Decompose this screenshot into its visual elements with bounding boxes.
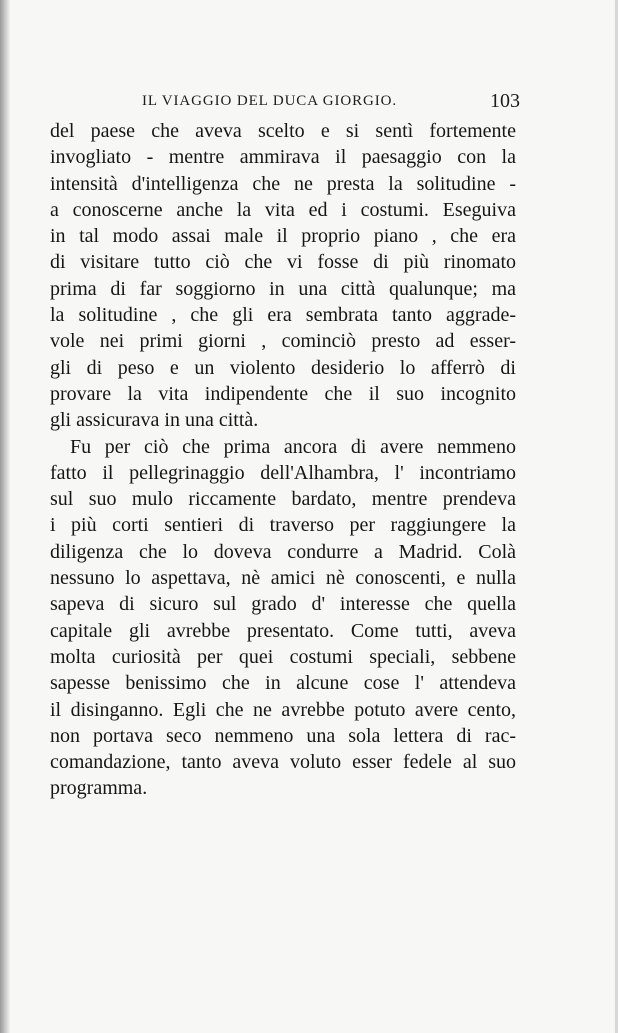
text-line: in tal modo assai male il proprio piano , che era — [50, 225, 516, 248]
text-line: il disinganno. Egli che ne avrebbe potuto avere cento, — [50, 698, 516, 721]
text-line: molta curiosità per quei costumi speciali, sebbene — [50, 645, 516, 668]
text-line: gli di peso e un violento desiderio lo afferrò di — [50, 356, 516, 379]
paragraph-end-line: gli assicurava in una città. — [50, 409, 259, 432]
text-line: non portava seco nemmeno una sola lettera di rac- — [50, 724, 516, 747]
text-line: invogliato - mentre ammirava il paesaggio con la — [50, 146, 516, 169]
text-line: prima di far soggiorno in una città qualunque; ma — [50, 277, 516, 300]
body-text — [50, 118, 516, 802]
page-gutter-shadow — [0, 0, 10, 1033]
text-line: comandazione, tanto aveva voluto esser fedele al suo — [50, 751, 516, 774]
text-line: vole nei primi giorni , cominciò presto ad esser- — [50, 330, 516, 353]
page-header — [50, 86, 520, 116]
text-line: la solitudine , che gli era sembrata tanto aggrade- — [50, 304, 516, 327]
text-line: fatto il pellegrinaggio dell'Alhambra, l' incontriamo — [50, 461, 516, 484]
text-line: sapesse benissimo che in alcune cose l' attendeva — [50, 672, 516, 695]
text-line: i più corti sentieri di traverso per raggiungere la — [50, 514, 516, 537]
text-line: di visitare tutto ciò che vi fosse di più rinomato — [50, 251, 516, 274]
text-line: sul suo mulo riccamente bardato, mentre prendeva — [50, 488, 516, 511]
paragraph-start-line: Fu per ciò che prima ancora di avere nemmeno — [70, 435, 516, 458]
running-head: IL VIAGGIO DEL DUCA GIORGIO. — [142, 93, 398, 109]
text-line: capitale gli avrebbe presentato. Come tutti, aveva — [50, 619, 516, 642]
text-line: del paese che aveva scelto e si sentì fortemente — [50, 120, 516, 142]
text-line: nessuno lo aspettava, nè amici nè conoscenti, e nulla — [50, 567, 516, 590]
paragraph-end-line: programma. — [50, 777, 148, 800]
text-line: provare la vita indipendente che il suo incognito — [50, 382, 516, 405]
page-number: 103 — [490, 90, 520, 112]
text-line: a conoscerne anche la vita ed i costumi. Eseguiva — [50, 198, 516, 221]
text-line: sapeva di sicuro sul grado d' interesse che quella — [50, 593, 516, 616]
text-line: intensità d'intelligenza che ne presta la solitudine - — [50, 172, 516, 195]
text-line: diligenza che lo doveva condurre a Madrid. Colà — [50, 540, 516, 563]
